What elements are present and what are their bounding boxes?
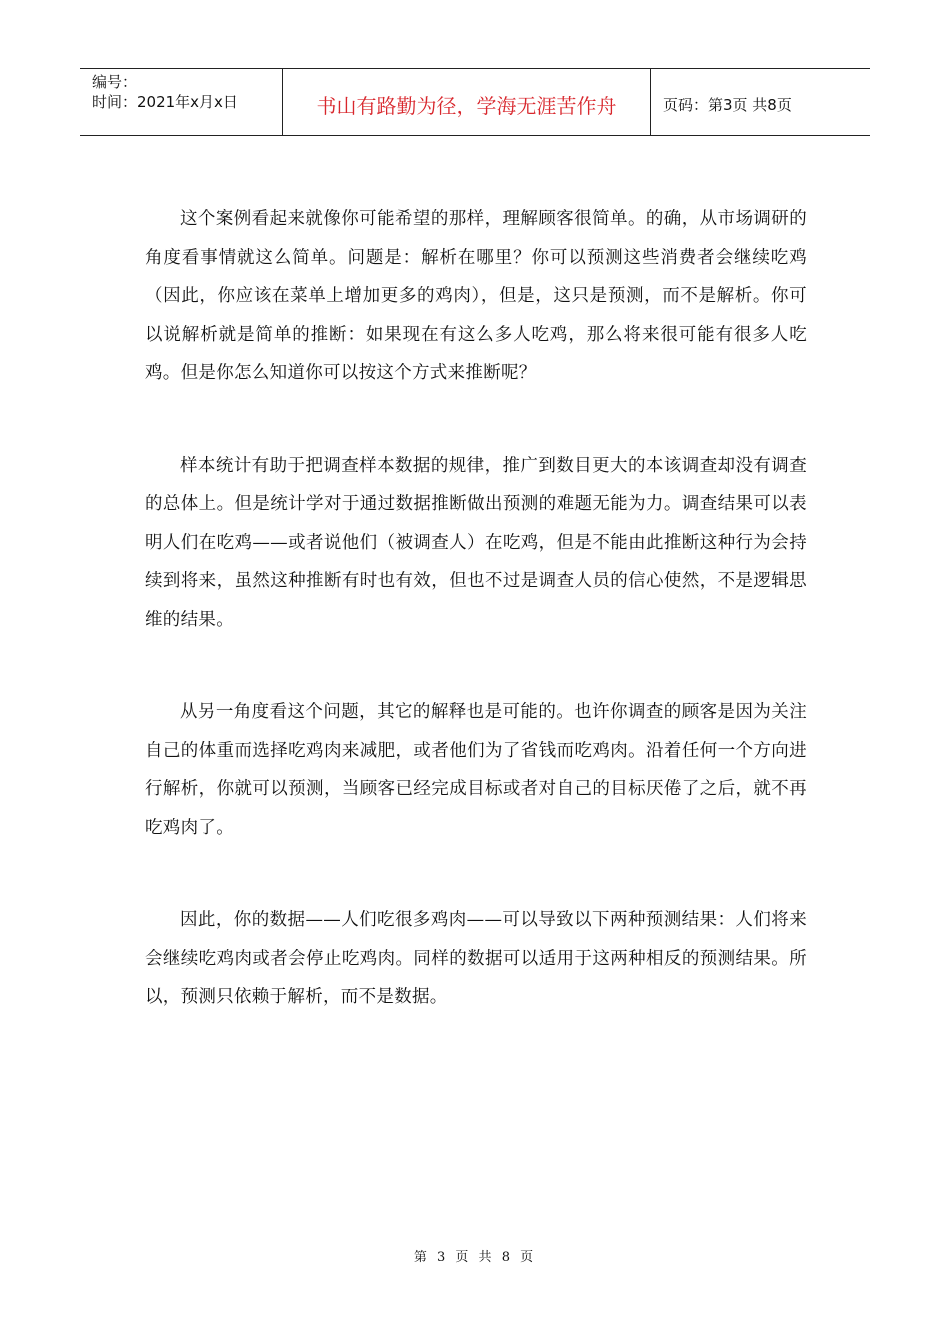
document-header: [80, 68, 870, 136]
body-paragraph-1: 这个案例看起来就像你可能希望的那样，理解顾客很简单。的确，从市场调研的角度看事情就这么简单。问题是：解析在哪里？你可以预测这些消费者会继续吃鸡（因此，你应该在菜单上增加更多的鸡肉），但是，这只是预测，而不是解析。你可以说解析就是简单的推断：如果现在有这么多人吃鸡，那么将来很可能有很多人吃鸡。但是你怎么知道你可以按这个方式来推断呢？: [145, 209, 807, 383]
document-number-label: 编号：: [92, 73, 138, 91]
document-body: [145, 200, 807, 1071]
header-motto: 书山有路勤为径，学海无涯苦作舟: [283, 69, 651, 135]
body-paragraph-4: 因此，你的数据——人们吃很多鸡肉——可以导致以下两种预测结果：人们将来会继续吃鸡肉或者会停止吃鸡肉。同样的数据可以适用于这两种相反的预测结果。所以，预测只依赖于解析，而不是数据。: [145, 910, 807, 1007]
header-meta-cell: [80, 69, 283, 135]
body-paragraph-2: 样本统计有助于把调查样本数据的规律，推广到数目更大的本该调查却没有调查的总体上。但是统计学对于通过数据推断做出预测的难题无能为力。调查结果可以表明人们在吃鸡——或者说他们（被调查人）在吃鸡，但是不能由此推断这种行为会持续到将来，虽然这种推断有时也有效，但也不过是调查人员的信心使然，不是逻辑思维的结果。: [145, 455, 807, 630]
body-paragraph-3: 从另一角度看这个问题，其它的解释也是可能的。也许你调查的顾客是因为关注自己的体重而选择吃鸡肉来减肥，或者他们为了省钱而吃鸡肉。沿着任何一个方向进行解析，你就可以预测，当顾客已经完成目标或者对自己的目标厌倦了之后，就不再吃鸡肉了。: [145, 702, 807, 838]
page-footer: 第 3 页 共 8 页: [413, 1250, 537, 1265]
document-date-label: 时间：2021年x月x日: [92, 93, 238, 111]
header-page-code: 页码：第3页 共8页: [663, 95, 792, 114]
